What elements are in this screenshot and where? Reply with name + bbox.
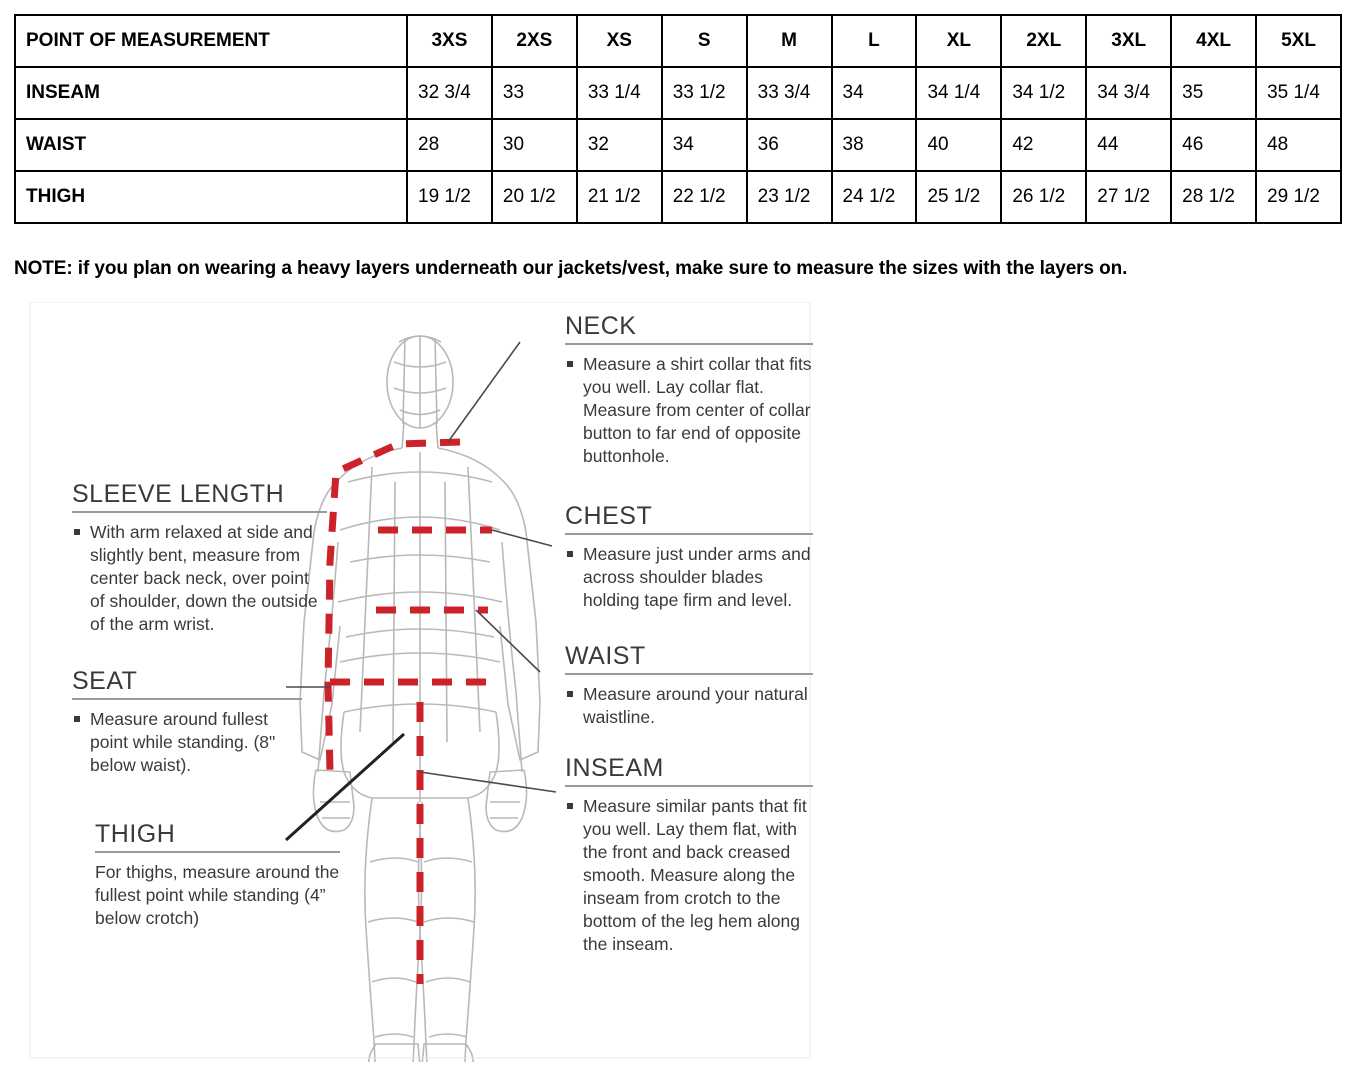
cell-waist-2xl: 42 (1001, 119, 1086, 171)
cell-inseam-xl: 34 1/4 (916, 67, 1001, 119)
column-header-2xl: 2XL (1001, 15, 1086, 67)
callout-inseam (565, 754, 813, 956)
cell-thigh-3xl: 27 1/2 (1086, 171, 1171, 223)
cell-waist-4xl: 46 (1171, 119, 1256, 171)
cell-thigh-5xl: 29 1/2 (1256, 171, 1341, 223)
table-row (15, 119, 1341, 171)
cell-waist-xl: 40 (916, 119, 1001, 171)
cell-inseam-s: 33 1/2 (662, 67, 747, 119)
callout-chest (565, 502, 813, 612)
column-header-l: L (832, 15, 917, 67)
callout-thigh-body: For thighs, measure around the fullest point while standing (4” below crotch) (95, 862, 340, 928)
callout-chest-rule (565, 533, 813, 535)
column-header-m: M (747, 15, 832, 67)
cell-thigh-xl: 25 1/2 (916, 171, 1001, 223)
column-header-5xl: 5XL (1256, 15, 1341, 67)
row-label-waist: WAIST (15, 119, 407, 171)
cell-thigh-2xs: 20 1/2 (492, 171, 577, 223)
cell-inseam-5xl: 35 1/4 (1256, 67, 1341, 119)
callout-thigh (95, 820, 340, 930)
cell-inseam-2xs: 33 (492, 67, 577, 119)
cell-inseam-3xl: 34 3/4 (1086, 67, 1171, 119)
cell-thigh-3xs: 19 1/2 (407, 171, 492, 223)
callout-neck-body: Measure a shirt collar that fits you well. Lay collar flat. Measure from center of collar button to far end of opposite buttonhole. (565, 353, 813, 468)
callout-sleeve-length-rule (72, 511, 327, 513)
table-row (15, 67, 1341, 119)
cell-inseam-m: 33 3/4 (747, 67, 832, 119)
cell-inseam-3xs: 32 3/4 (407, 67, 492, 119)
callout-neck-rule (565, 343, 813, 345)
callout-inseam-rule (565, 785, 813, 787)
column-header-xs: XS (577, 15, 662, 67)
cell-waist-5xl: 48 (1256, 119, 1341, 171)
cell-thigh-l: 24 1/2 (832, 171, 917, 223)
cell-waist-xs: 32 (577, 119, 662, 171)
column-header-point-of-measurement: POINT OF MEASUREMENT (15, 15, 407, 67)
callout-thigh-title: THIGH (95, 820, 176, 848)
size-chart-table (14, 14, 1342, 224)
cell-waist-l: 38 (832, 119, 917, 171)
callout-thigh-rule (95, 851, 340, 853)
callout-neck (565, 312, 813, 468)
table-header-row (15, 15, 1341, 67)
size-chart-section (0, 0, 1356, 224)
cell-waist-3xs: 28 (407, 119, 492, 171)
callout-seat-body: Measure around fullest point while standing. (8" below waist). (72, 708, 302, 777)
measurement-note: NOTE: if you plan on wearing a heavy layers underneath our jackets/vest, make sure to measure the sizes with the layers on. (14, 258, 1128, 279)
row-label-thigh: THIGH (15, 171, 407, 223)
callout-waist-title: WAIST (565, 642, 646, 670)
row-label-inseam: INSEAM (15, 67, 407, 119)
callout-seat (72, 667, 302, 777)
cell-inseam-l: 34 (832, 67, 917, 119)
callout-waist-rule (565, 673, 813, 675)
cell-waist-s: 34 (662, 119, 747, 171)
measurement-diagram (0, 302, 1356, 1062)
cell-inseam-2xl: 34 1/2 (1001, 67, 1086, 119)
column-header-s: S (662, 15, 747, 67)
table-body (15, 67, 1341, 223)
callout-seat-rule (72, 698, 302, 700)
callout-inseam-title: INSEAM (565, 754, 664, 782)
cell-thigh-4xl: 28 1/2 (1171, 171, 1256, 223)
column-header-2xs: 2XS (492, 15, 577, 67)
cell-thigh-m: 23 1/2 (747, 171, 832, 223)
callout-waist (565, 642, 813, 729)
callout-inseam-body: Measure similar pants that fit you well. Lay them flat, with the front and back creased smooth. Measure along the inseam from crotch to the bottom of the leg hem along the inseam. (565, 795, 813, 956)
callout-sleeve-length-body: With arm relaxed at side and slightly bent, measure from center back neck, over point of shoulder, down the outside of the arm wrist. (72, 521, 327, 636)
cell-waist-2xs: 30 (492, 119, 577, 171)
cell-thigh-s: 22 1/2 (662, 171, 747, 223)
column-header-xl: XL (916, 15, 1001, 67)
cell-inseam-xs: 33 1/4 (577, 67, 662, 119)
callout-neck-title: NECK (565, 312, 637, 340)
cell-thigh-xs: 21 1/2 (577, 171, 662, 223)
cell-thigh-2xl: 26 1/2 (1001, 171, 1086, 223)
table-header (15, 15, 1341, 67)
cell-waist-m: 36 (747, 119, 832, 171)
callout-sleeve-length-title: SLEEVE LENGTH (72, 480, 285, 508)
callout-sleeve-length (72, 480, 327, 636)
cell-inseam-4xl: 35 (1171, 67, 1256, 119)
table-row (15, 171, 1341, 223)
column-header-4xl: 4XL (1171, 15, 1256, 67)
cell-waist-3xl: 44 (1086, 119, 1171, 171)
callout-chest-title: CHEST (565, 502, 653, 530)
callout-seat-title: SEAT (72, 667, 138, 695)
column-header-3xs: 3XS (407, 15, 492, 67)
callout-waist-body: Measure around your natural waistline. (565, 683, 813, 729)
column-header-3xl: 3XL (1086, 15, 1171, 67)
callout-chest-body: Measure just under arms and across shoulder blades holding tape firm and level. (565, 543, 813, 612)
